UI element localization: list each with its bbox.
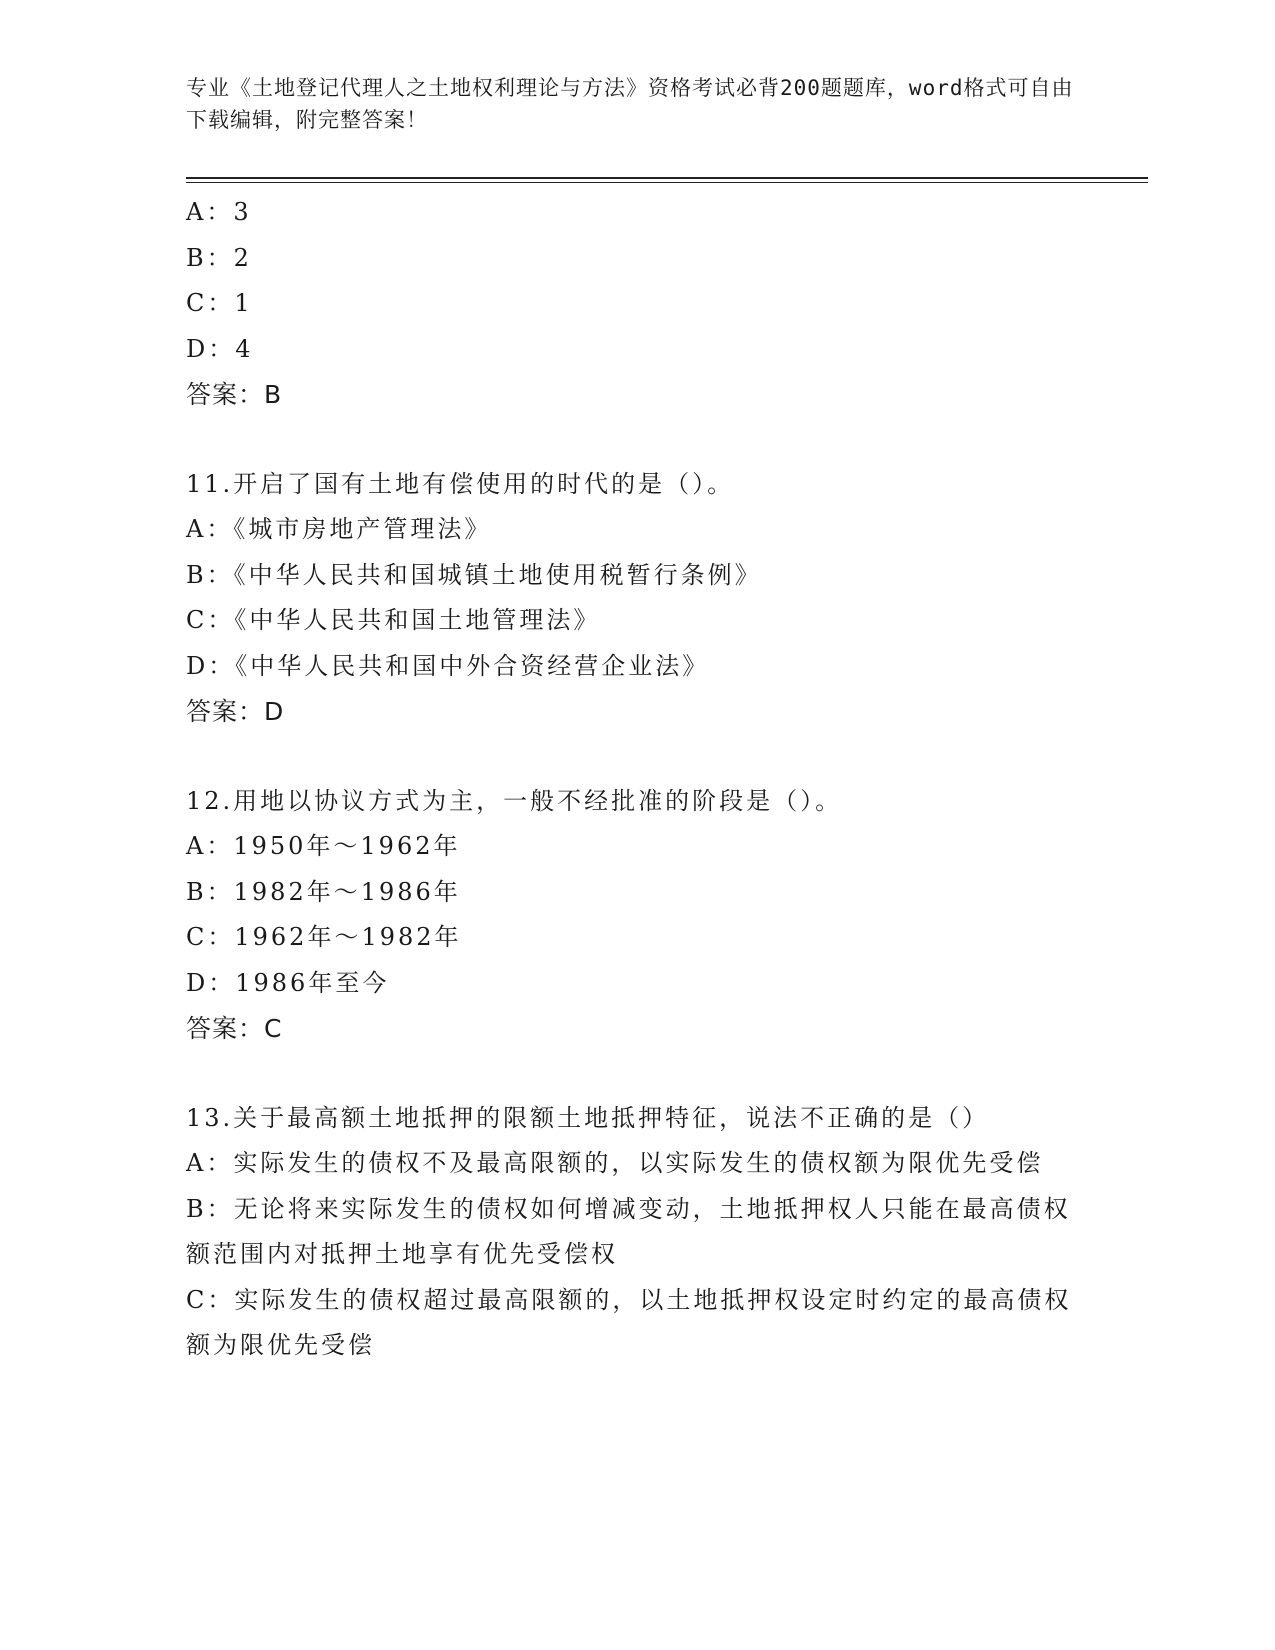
- option-d: D：《中华人民共和国中外合资经营企业法》: [186, 651, 710, 680]
- question-10: [186, 190, 1086, 418]
- option-a: A：3: [186, 198, 252, 226]
- option-b: B：无论将来实际发生的债权如何增减变动，土地抵押权人只能在最高债权额范围内对抵押土地享有优先受偿权: [186, 1194, 1071, 1268]
- option-c: C：1: [186, 289, 253, 317]
- question-13: [186, 1096, 1086, 1369]
- question-12: [186, 779, 1086, 1052]
- spacer: [186, 735, 1086, 779]
- document-body: [186, 190, 1086, 1369]
- spacer: [186, 418, 1086, 462]
- option-b: B：1982年～1986年: [186, 877, 461, 906]
- document-header: 专业《土地登记代理人之土地权利理论与方法》资格考试必背200题题库，word格式可自由下载编辑，附完整答案！: [186, 76, 1074, 132]
- answer-line: 答案：C: [186, 1014, 283, 1043]
- answer-line: 答案：D: [186, 697, 285, 726]
- question-11: [186, 462, 1086, 735]
- option-a: A：1950年～1962年: [186, 832, 461, 860]
- spacer: [186, 1052, 1086, 1096]
- header-divider: [186, 177, 1148, 183]
- question-text: 11.开启了国有土地有偿使用的时代的是（）。: [186, 469, 735, 498]
- option-a: A：《城市房地产管理法》: [186, 515, 492, 543]
- option-c: C：《中华人民共和国土地管理法》: [186, 606, 601, 634]
- option-c: C：1962年～1982年: [186, 923, 462, 951]
- answer-line: 答案：B: [186, 380, 283, 409]
- option-b: B：《中华人民共和国城镇土地使用税暂行条例》: [186, 560, 762, 589]
- question-text: 13.关于最高额土地抵押的限额土地抵押特征，说法不正确的是（）: [186, 1103, 990, 1132]
- option-a: A：实际发生的债权不及最高限额的，以实际发生的债权额为限优先受偿: [186, 1149, 1044, 1177]
- option-b: B：2: [186, 243, 252, 272]
- option-c: C：实际发生的债权超过最高限额的，以土地抵押权设定时约定的最高债权额为限优先受偿: [186, 1285, 1072, 1359]
- option-d: D：4: [186, 334, 254, 363]
- question-text: 12.用地以协议方式为主，一般不经批准的阶段是（）。: [186, 786, 843, 815]
- option-d: D：1986年至今: [186, 968, 390, 997]
